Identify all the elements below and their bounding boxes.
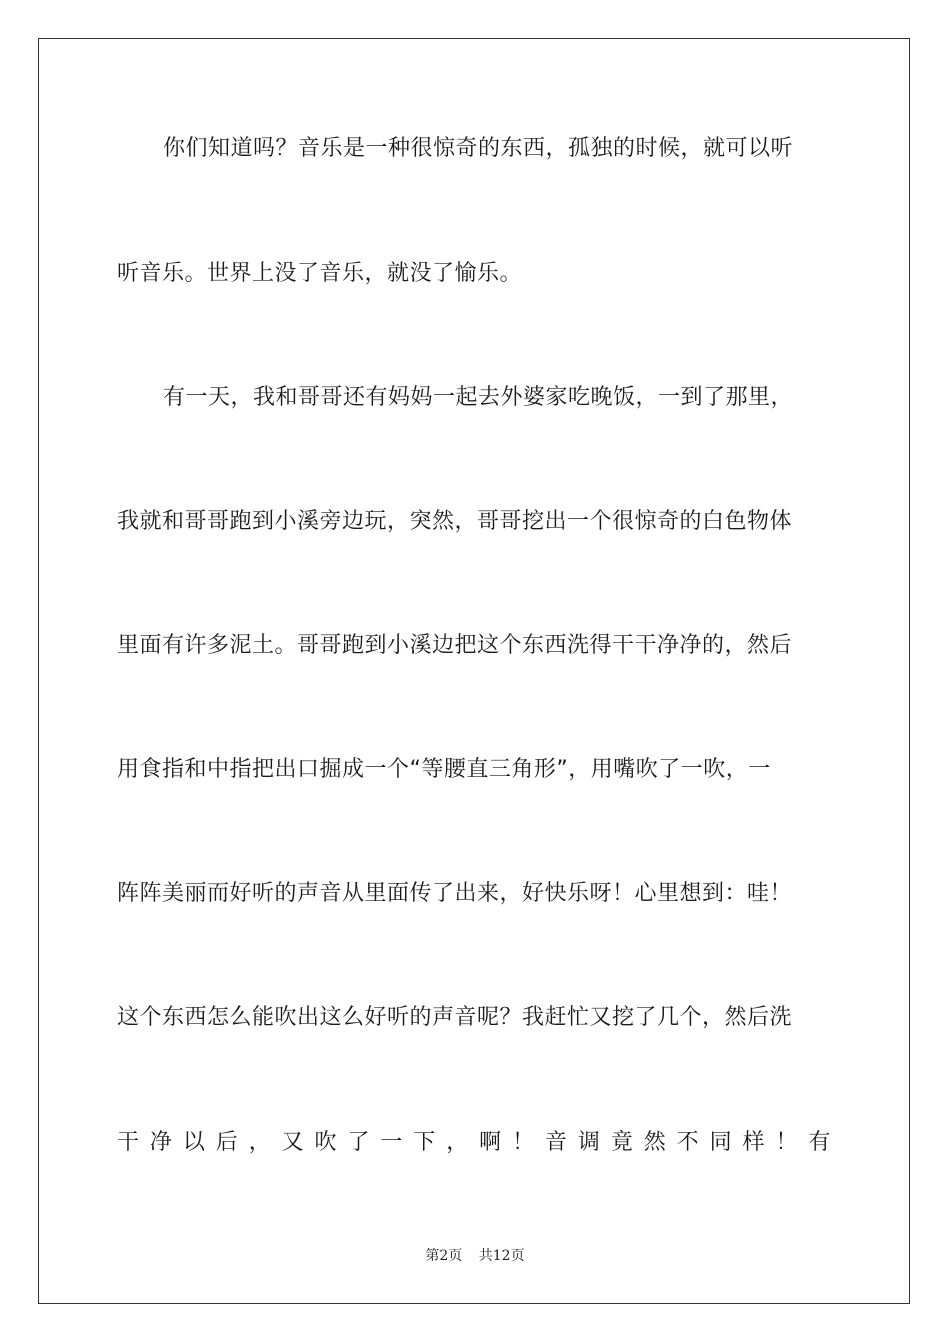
page-footer <box>0 1245 950 1265</box>
char: 吹 <box>314 1130 338 1155</box>
char: ， <box>446 1130 469 1155</box>
paragraph-line: 有一天，我和哥哥还有妈妈一起去外婆家吃晚饭，一到了那里， <box>163 385 794 410</box>
char: 有 <box>808 1130 831 1155</box>
char: 又 <box>281 1130 305 1155</box>
char: 啊 <box>479 1130 502 1155</box>
char: 下 <box>413 1130 436 1155</box>
paragraph-line: 你们知道吗？音乐是一种很惊奇的东西，孤独的时候，就可以听 <box>163 136 794 161</box>
char: 干 <box>117 1130 140 1155</box>
paragraph-line: 里面有许多泥土。哥哥跑到小溪边把这个东西洗得干干净净的，然后 <box>117 633 793 658</box>
char: 后 <box>215 1130 239 1155</box>
page-total: 共12页 <box>478 1248 525 1264</box>
char: ！ <box>512 1130 535 1155</box>
page-number: 第2页 <box>425 1248 463 1264</box>
char: 净 <box>149 1130 173 1155</box>
page-border <box>38 38 910 1304</box>
char: 音 <box>544 1130 568 1155</box>
char: 以 <box>182 1130 206 1155</box>
char: 一 <box>380 1130 403 1155</box>
char: ， <box>248 1130 272 1155</box>
char: 不 <box>676 1130 700 1155</box>
char: 样 <box>742 1130 766 1155</box>
char: 竟 <box>610 1130 634 1155</box>
char: 然 <box>643 1130 667 1155</box>
paragraph-line: 用食指和中指把出口掘成一个“等腰直三角形”，用嘴吹了一吹，一 <box>117 757 771 782</box>
char: ！ <box>775 1130 798 1155</box>
paragraph-line: 这个东西怎么能吹出这么好听的声音呢？我赶忙又挖了几个，然后洗 <box>117 1005 793 1030</box>
char: 同 <box>709 1130 733 1155</box>
paragraph-line: 听音乐。世界上没了音乐，就没了愉乐。 <box>117 261 523 286</box>
paragraph-line: 阵阵美丽而好听的声音从里面传了出来，好快乐呀！心里想到：哇！ <box>117 881 793 906</box>
char: 了 <box>347 1130 370 1155</box>
char: 调 <box>577 1130 601 1155</box>
paragraph-line-justified <box>117 1128 831 1158</box>
paragraph-line: 我就和哥哥跑到小溪旁边玩，突然，哥哥挖出一个很惊奇的白色物体 <box>117 509 793 534</box>
